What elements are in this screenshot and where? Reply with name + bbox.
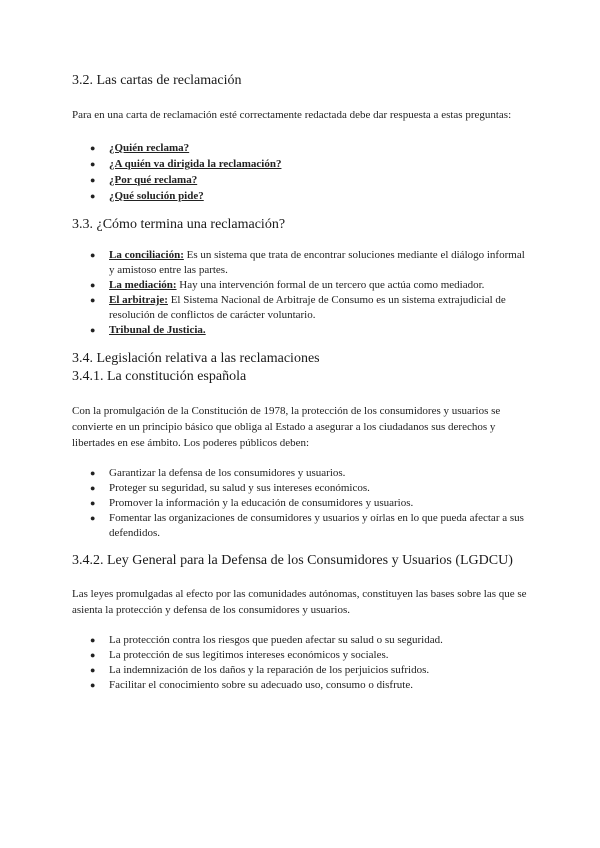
- paragraph-cartas-intro: Para en una carta de reclamación esté correctamente redactada debe dar respuesta a estas preguntas:: [72, 109, 512, 121]
- list-item: ● Promover la información y la educación de consumidores y usuarios.: [90, 497, 414, 509]
- list-item: ● El arbitraje: El Sistema Nacional de Arbitraje de Consumo es un sistema extrajudicial de resolución de conflictos de carácter voluntario.: [90, 294, 506, 321]
- constitution-list: [72, 466, 530, 541]
- list-item: ● La mediación: Hay una intervención formal de un tercero que actúa como mediador.: [90, 279, 485, 291]
- list-item: ● Facilitar el conocimiento sobre su adecuado uso, consumo o disfrute.: [90, 679, 413, 691]
- heading-3-4: 3.4. Legislación relativa a las reclamaciones: [72, 351, 320, 366]
- heading-3-4-2: 3.4.2. Ley General para la Defensa de los Consumidores y Usuarios (LGDCU): [72, 553, 513, 568]
- bullet-icon: ●: [90, 175, 96, 185]
- bullet-icon: ●: [90, 650, 96, 660]
- list-item: ● ¿Qué solución pide?: [90, 190, 204, 202]
- bullet-icon: ●: [90, 635, 96, 645]
- bullet-icon: ●: [90, 280, 96, 290]
- bullet-icon: ●: [90, 191, 96, 201]
- list-item: ● ¿Por qué reclama?: [90, 174, 198, 186]
- bullet-icon: ●: [90, 250, 96, 260]
- bullet-icon: ●: [90, 143, 96, 153]
- list-item: ● ¿Quién reclama?: [90, 142, 190, 154]
- list-item: ● Garantizar la defensa de los consumidores y usuarios.: [90, 467, 346, 479]
- questions-list: [72, 140, 530, 204]
- lgdcu-list: [72, 633, 530, 693]
- heading-3-4-1: 3.4.1. La constitución española: [72, 369, 247, 384]
- heading-3-2: 3.2. Las cartas de reclamación: [72, 73, 242, 88]
- paragraph-lgdcu: Las leyes promulgadas al efecto por las comunidades autónomas, constituyen las bases sobre las que se asienta la protección y defensa de los consumidores y usuarios.: [72, 588, 527, 616]
- bullet-icon: ●: [90, 468, 96, 478]
- bullet-icon: ●: [90, 513, 96, 523]
- resolution-list: [72, 248, 530, 338]
- list-item: ● Proteger su seguridad, su salud y sus intereses económicos.: [90, 482, 370, 494]
- bullet-icon: ●: [90, 295, 96, 305]
- bullet-icon: ●: [90, 498, 96, 508]
- list-item: ● Tribunal de Justicia.: [90, 324, 206, 336]
- list-item: ● ¿A quién va dirigida la reclamación?: [90, 158, 282, 170]
- list-item: ● La indemnización de los daños y la reparación de los perjuicios sufridos.: [90, 664, 430, 676]
- list-item: ● Fomentar las organizaciones de consumidores y usuarios y oírlas en lo que pueda afectar a sus defendidos.: [90, 512, 524, 539]
- paragraph-constitucion: Con la promulgación de la Constitución de 1978, la protección de los consumidores y usuarios se convierte en un principio básico que obliga al Estado a asegurar a los ciudadanos sus derechos y libertades en ese ámbito. Los poderes públicos deben:: [72, 405, 501, 449]
- bullet-icon: ●: [90, 680, 96, 690]
- list-item: ● La protección contra los riesgos que pueden afectar su salud o su seguridad.: [90, 634, 443, 646]
- list-item: ● La protección de sus legítimos intereses económicos y sociales.: [90, 649, 389, 661]
- list-item: ● La conciliación: Es un sistema que trata de encontrar soluciones mediante el diálogo informal y amistoso entre las partes.: [90, 249, 525, 276]
- bullet-icon: ●: [90, 665, 96, 675]
- heading-3-3: 3.3. ¿Cómo termina una reclamación?: [72, 217, 286, 232]
- bullet-icon: ●: [90, 483, 96, 493]
- bullet-icon: ●: [90, 325, 96, 335]
- bullet-icon: ●: [90, 159, 96, 169]
